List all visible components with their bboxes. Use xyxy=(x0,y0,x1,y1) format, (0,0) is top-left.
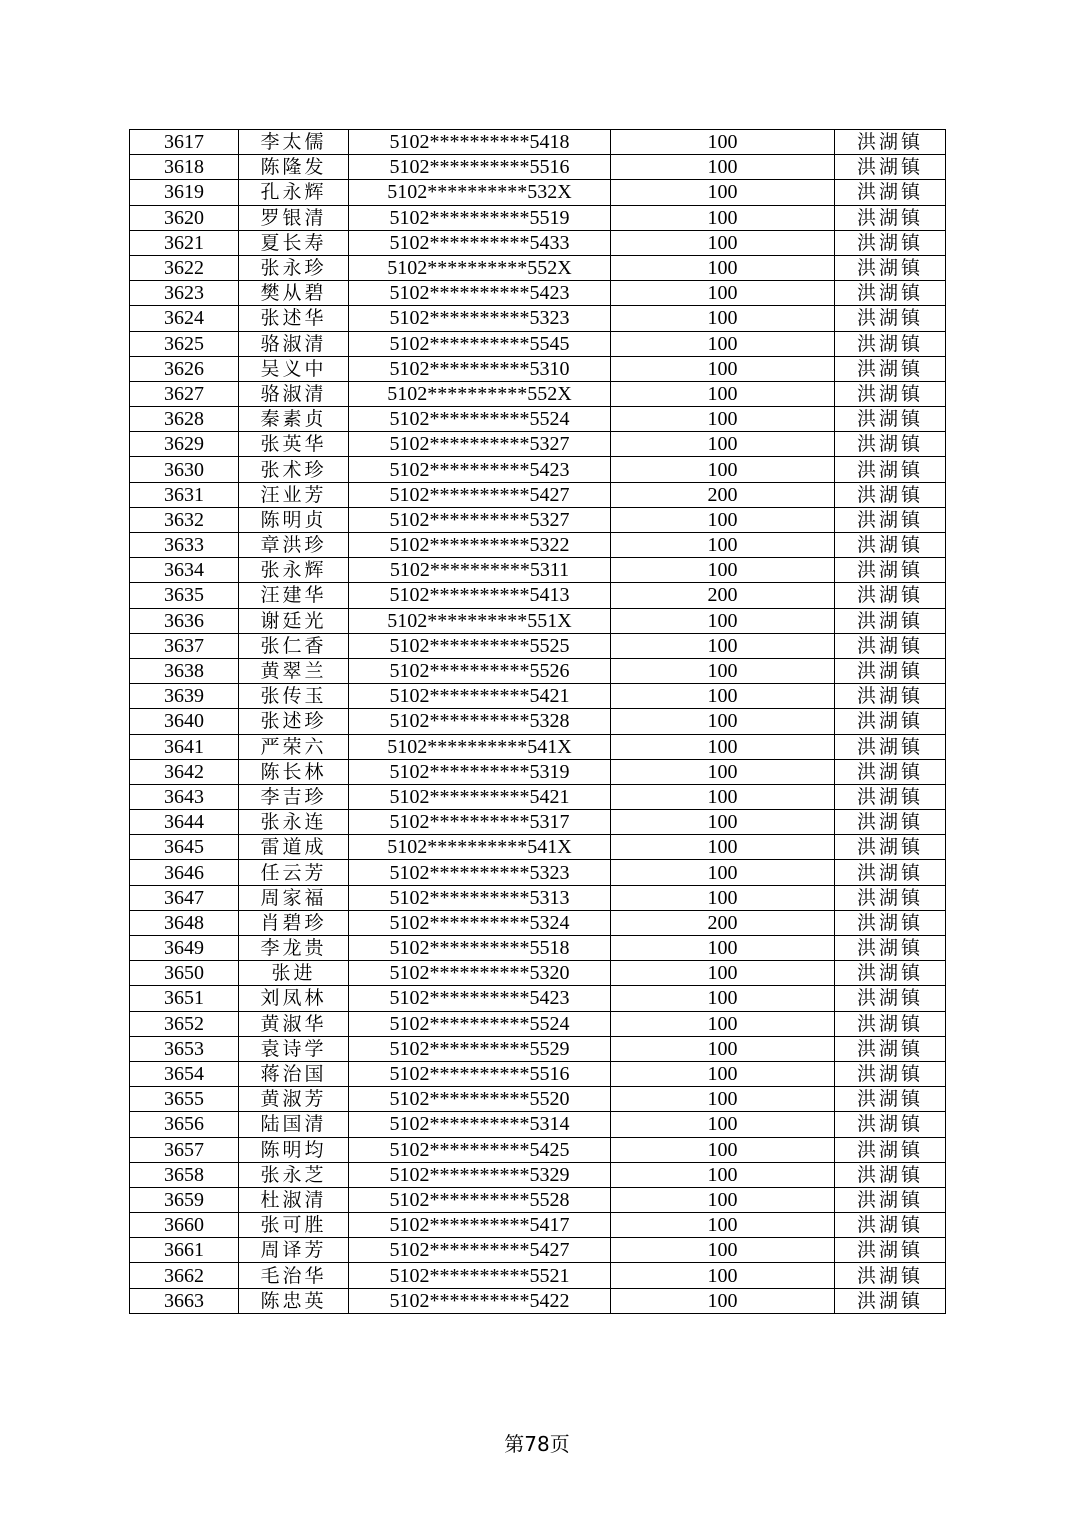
row-number-cell: 3627 xyxy=(130,381,239,406)
table-row xyxy=(130,180,946,205)
row-number-cell: 3624 xyxy=(130,306,239,331)
id-number-cell: 5102**********5519 xyxy=(349,205,611,230)
row-number-cell: 3643 xyxy=(130,784,239,809)
town-cell: 洪湖镇 xyxy=(835,432,946,457)
name-cell: 骆淑清 xyxy=(239,381,349,406)
row-number-cell: 3621 xyxy=(130,230,239,255)
row-number-cell: 3647 xyxy=(130,885,239,910)
id-number-cell: 5102**********5425 xyxy=(349,1137,611,1162)
town-cell: 洪湖镇 xyxy=(835,633,946,658)
table-row xyxy=(130,1162,946,1187)
id-number-cell: 5102**********5427 xyxy=(349,482,611,507)
name-cell: 黄翠兰 xyxy=(239,658,349,683)
row-number-cell: 3638 xyxy=(130,658,239,683)
amount-cell: 100 xyxy=(611,306,835,331)
table-row xyxy=(130,583,946,608)
town-cell: 洪湖镇 xyxy=(835,759,946,784)
name-cell: 刘凤林 xyxy=(239,986,349,1011)
town-cell: 洪湖镇 xyxy=(835,1011,946,1036)
table-row xyxy=(130,457,946,482)
row-number-cell: 3637 xyxy=(130,633,239,658)
name-cell: 李吉珍 xyxy=(239,784,349,809)
amount-cell: 100 xyxy=(611,407,835,432)
id-number-cell: 5102**********541X xyxy=(349,734,611,759)
table-row xyxy=(130,1238,946,1263)
name-cell: 秦素贞 xyxy=(239,407,349,432)
name-cell: 陈忠英 xyxy=(239,1288,349,1313)
id-number-cell: 5102**********5323 xyxy=(349,860,611,885)
table-row xyxy=(130,885,946,910)
table-row xyxy=(130,155,946,180)
name-cell: 任云芳 xyxy=(239,860,349,885)
name-cell: 章洪珍 xyxy=(239,533,349,558)
amount-cell: 200 xyxy=(611,583,835,608)
name-cell: 汪建华 xyxy=(239,583,349,608)
id-number-cell: 5102**********5427 xyxy=(349,1238,611,1263)
table-row xyxy=(130,205,946,230)
id-number-cell: 5102**********5423 xyxy=(349,986,611,1011)
row-number-cell: 3651 xyxy=(130,986,239,1011)
row-number-cell: 3625 xyxy=(130,331,239,356)
id-number-cell: 5102**********5320 xyxy=(349,961,611,986)
name-cell: 夏长寿 xyxy=(239,230,349,255)
row-number-cell: 3652 xyxy=(130,1011,239,1036)
row-number-cell: 3634 xyxy=(130,558,239,583)
town-cell: 洪湖镇 xyxy=(835,1187,946,1212)
row-number-cell: 3657 xyxy=(130,1137,239,1162)
id-number-cell: 5102**********5322 xyxy=(349,533,611,558)
amount-cell: 100 xyxy=(611,1213,835,1238)
id-number-cell: 5102**********5313 xyxy=(349,885,611,910)
name-cell: 毛治华 xyxy=(239,1263,349,1288)
id-number-cell: 5102**********551X xyxy=(349,608,611,633)
id-number-cell: 5102**********5421 xyxy=(349,684,611,709)
town-cell: 洪湖镇 xyxy=(835,1162,946,1187)
row-number-cell: 3656 xyxy=(130,1112,239,1137)
name-cell: 肖碧珍 xyxy=(239,910,349,935)
table-row xyxy=(130,407,946,432)
amount-cell: 100 xyxy=(611,331,835,356)
town-cell: 洪湖镇 xyxy=(835,306,946,331)
table-row xyxy=(130,281,946,306)
row-number-cell: 3648 xyxy=(130,910,239,935)
name-cell: 张永连 xyxy=(239,810,349,835)
id-number-cell: 5102**********5328 xyxy=(349,709,611,734)
id-number-cell: 5102**********5311 xyxy=(349,558,611,583)
name-cell: 黄淑华 xyxy=(239,1011,349,1036)
amount-cell: 100 xyxy=(611,734,835,759)
table-row xyxy=(130,784,946,809)
name-cell: 陆国清 xyxy=(239,1112,349,1137)
name-cell: 雷道成 xyxy=(239,835,349,860)
town-cell: 洪湖镇 xyxy=(835,1288,946,1313)
table-row xyxy=(130,1213,946,1238)
table-row xyxy=(130,533,946,558)
table-row xyxy=(130,910,946,935)
name-cell: 周家福 xyxy=(239,885,349,910)
amount-cell: 100 xyxy=(611,684,835,709)
table-row xyxy=(130,961,946,986)
amount-cell: 200 xyxy=(611,482,835,507)
town-cell: 洪湖镇 xyxy=(835,910,946,935)
town-cell: 洪湖镇 xyxy=(835,558,946,583)
name-cell: 蒋治国 xyxy=(239,1061,349,1086)
amount-cell: 100 xyxy=(611,608,835,633)
row-number-cell: 3646 xyxy=(130,860,239,885)
id-number-cell: 5102**********5310 xyxy=(349,356,611,381)
row-number-cell: 3617 xyxy=(130,130,239,155)
id-number-cell: 5102**********5421 xyxy=(349,784,611,809)
name-cell: 陈明均 xyxy=(239,1137,349,1162)
amount-cell: 100 xyxy=(611,155,835,180)
town-cell: 洪湖镇 xyxy=(835,1087,946,1112)
row-number-cell: 3658 xyxy=(130,1162,239,1187)
row-number-cell: 3628 xyxy=(130,407,239,432)
town-cell: 洪湖镇 xyxy=(835,1112,946,1137)
table-row xyxy=(130,381,946,406)
town-cell: 洪湖镇 xyxy=(835,961,946,986)
id-number-cell: 5102**********5525 xyxy=(349,633,611,658)
row-number-cell: 3661 xyxy=(130,1238,239,1263)
id-number-cell: 5102**********5528 xyxy=(349,1187,611,1212)
town-cell: 洪湖镇 xyxy=(835,180,946,205)
amount-cell: 100 xyxy=(611,381,835,406)
name-cell: 张传玉 xyxy=(239,684,349,709)
amount-cell: 100 xyxy=(611,180,835,205)
name-cell: 骆淑清 xyxy=(239,331,349,356)
id-number-cell: 5102**********5529 xyxy=(349,1036,611,1061)
name-cell: 张可胜 xyxy=(239,1213,349,1238)
id-number-cell: 5102**********5317 xyxy=(349,810,611,835)
table-row xyxy=(130,507,946,532)
row-number-cell: 3644 xyxy=(130,810,239,835)
town-cell: 洪湖镇 xyxy=(835,1213,946,1238)
name-cell: 张进 xyxy=(239,961,349,986)
table-row xyxy=(130,734,946,759)
town-cell: 洪湖镇 xyxy=(835,533,946,558)
table-row xyxy=(130,130,946,155)
town-cell: 洪湖镇 xyxy=(835,1137,946,1162)
id-number-cell: 5102**********5327 xyxy=(349,507,611,532)
id-number-cell: 5102**********5520 xyxy=(349,1087,611,1112)
town-cell: 洪湖镇 xyxy=(835,407,946,432)
town-cell: 洪湖镇 xyxy=(835,860,946,885)
town-cell: 洪湖镇 xyxy=(835,709,946,734)
town-cell: 洪湖镇 xyxy=(835,1061,946,1086)
row-number-cell: 3635 xyxy=(130,583,239,608)
amount-cell: 100 xyxy=(611,986,835,1011)
amount-cell: 100 xyxy=(611,130,835,155)
row-number-cell: 3619 xyxy=(130,180,239,205)
town-cell: 洪湖镇 xyxy=(835,1036,946,1061)
id-number-cell: 5102**********5545 xyxy=(349,331,611,356)
table-row xyxy=(130,658,946,683)
id-number-cell: 5102**********5314 xyxy=(349,1112,611,1137)
name-cell: 严荣六 xyxy=(239,734,349,759)
amount-cell: 100 xyxy=(611,1061,835,1086)
id-number-cell: 5102**********5319 xyxy=(349,759,611,784)
table-row xyxy=(130,608,946,633)
row-number-cell: 3633 xyxy=(130,533,239,558)
table-row xyxy=(130,1137,946,1162)
amount-cell: 100 xyxy=(611,658,835,683)
amount-cell: 100 xyxy=(611,633,835,658)
table-row xyxy=(130,860,946,885)
table-row xyxy=(130,230,946,255)
town-cell: 洪湖镇 xyxy=(835,331,946,356)
town-cell: 洪湖镇 xyxy=(835,608,946,633)
amount-cell: 100 xyxy=(611,558,835,583)
name-cell: 张永芝 xyxy=(239,1162,349,1187)
id-number-cell: 5102**********5521 xyxy=(349,1263,611,1288)
name-cell: 李龙贵 xyxy=(239,936,349,961)
id-number-cell: 5102**********532X xyxy=(349,180,611,205)
name-cell: 张术珍 xyxy=(239,457,349,482)
amount-cell: 100 xyxy=(611,1288,835,1313)
amount-cell: 100 xyxy=(611,1263,835,1288)
amount-cell: 100 xyxy=(611,533,835,558)
name-cell: 谢廷光 xyxy=(239,608,349,633)
amount-cell: 100 xyxy=(611,230,835,255)
roster-table xyxy=(129,129,946,1314)
town-cell: 洪湖镇 xyxy=(835,205,946,230)
row-number-cell: 3642 xyxy=(130,759,239,784)
table-row xyxy=(130,1288,946,1313)
name-cell: 李太儒 xyxy=(239,130,349,155)
town-cell: 洪湖镇 xyxy=(835,457,946,482)
town-cell: 洪湖镇 xyxy=(835,255,946,280)
row-number-cell: 3650 xyxy=(130,961,239,986)
id-number-cell: 5102**********5526 xyxy=(349,658,611,683)
row-number-cell: 3655 xyxy=(130,1087,239,1112)
id-number-cell: 5102**********5329 xyxy=(349,1162,611,1187)
id-number-cell: 5102**********552X xyxy=(349,255,611,280)
table-row xyxy=(130,986,946,1011)
row-number-cell: 3649 xyxy=(130,936,239,961)
name-cell: 张述珍 xyxy=(239,709,349,734)
amount-cell: 100 xyxy=(611,784,835,809)
amount-cell: 100 xyxy=(611,961,835,986)
table-row xyxy=(130,1263,946,1288)
amount-cell: 100 xyxy=(611,1162,835,1187)
row-number-cell: 3653 xyxy=(130,1036,239,1061)
id-number-cell: 5102**********5524 xyxy=(349,1011,611,1036)
table-row xyxy=(130,835,946,860)
row-number-cell: 3639 xyxy=(130,684,239,709)
table-row xyxy=(130,810,946,835)
town-cell: 洪湖镇 xyxy=(835,507,946,532)
table-row xyxy=(130,482,946,507)
row-number-cell: 3622 xyxy=(130,255,239,280)
town-cell: 洪湖镇 xyxy=(835,230,946,255)
table-row xyxy=(130,1061,946,1086)
town-cell: 洪湖镇 xyxy=(835,734,946,759)
row-number-cell: 3659 xyxy=(130,1187,239,1212)
name-cell: 汪业芳 xyxy=(239,482,349,507)
town-cell: 洪湖镇 xyxy=(835,885,946,910)
table-row xyxy=(130,1112,946,1137)
town-cell: 洪湖镇 xyxy=(835,155,946,180)
row-number-cell: 3632 xyxy=(130,507,239,532)
row-number-cell: 3618 xyxy=(130,155,239,180)
amount-cell: 100 xyxy=(611,507,835,532)
town-cell: 洪湖镇 xyxy=(835,583,946,608)
town-cell: 洪湖镇 xyxy=(835,1263,946,1288)
town-cell: 洪湖镇 xyxy=(835,130,946,155)
amount-cell: 100 xyxy=(611,1087,835,1112)
table-row xyxy=(130,1187,946,1212)
table-row xyxy=(130,558,946,583)
row-number-cell: 3623 xyxy=(130,281,239,306)
amount-cell: 100 xyxy=(611,1112,835,1137)
amount-cell: 100 xyxy=(611,1137,835,1162)
amount-cell: 100 xyxy=(611,1011,835,1036)
id-number-cell: 5102**********5417 xyxy=(349,1213,611,1238)
town-cell: 洪湖镇 xyxy=(835,684,946,709)
name-cell: 张永辉 xyxy=(239,558,349,583)
name-cell: 张永珍 xyxy=(239,255,349,280)
row-number-cell: 3663 xyxy=(130,1288,239,1313)
id-number-cell: 5102**********5423 xyxy=(349,281,611,306)
amount-cell: 100 xyxy=(611,759,835,784)
id-number-cell: 5102**********5423 xyxy=(349,457,611,482)
amount-cell: 100 xyxy=(611,457,835,482)
id-number-cell: 5102**********5413 xyxy=(349,583,611,608)
town-cell: 洪湖镇 xyxy=(835,381,946,406)
row-number-cell: 3640 xyxy=(130,709,239,734)
town-cell: 洪湖镇 xyxy=(835,281,946,306)
town-cell: 洪湖镇 xyxy=(835,482,946,507)
name-cell: 杜淑清 xyxy=(239,1187,349,1212)
id-number-cell: 5102**********5524 xyxy=(349,407,611,432)
amount-cell: 100 xyxy=(611,356,835,381)
table-row xyxy=(130,759,946,784)
id-number-cell: 5102**********5516 xyxy=(349,155,611,180)
name-cell: 樊从碧 xyxy=(239,281,349,306)
table-row xyxy=(130,356,946,381)
name-cell: 陈明贞 xyxy=(239,507,349,532)
town-cell: 洪湖镇 xyxy=(835,986,946,1011)
id-number-cell: 5102**********5323 xyxy=(349,306,611,331)
id-number-cell: 5102**********5433 xyxy=(349,230,611,255)
id-number-cell: 5102**********5324 xyxy=(349,910,611,935)
town-cell: 洪湖镇 xyxy=(835,658,946,683)
table-row xyxy=(130,432,946,457)
table-row xyxy=(130,331,946,356)
name-cell: 袁诗学 xyxy=(239,1036,349,1061)
town-cell: 洪湖镇 xyxy=(835,356,946,381)
amount-cell: 100 xyxy=(611,1187,835,1212)
id-number-cell: 5102**********541X xyxy=(349,835,611,860)
amount-cell: 100 xyxy=(611,281,835,306)
name-cell: 张述华 xyxy=(239,306,349,331)
table-row xyxy=(130,1036,946,1061)
amount-cell: 100 xyxy=(611,835,835,860)
name-cell: 张英华 xyxy=(239,432,349,457)
row-number-cell: 3630 xyxy=(130,457,239,482)
row-number-cell: 3629 xyxy=(130,432,239,457)
row-number-cell: 3660 xyxy=(130,1213,239,1238)
amount-cell: 100 xyxy=(611,205,835,230)
table-row xyxy=(130,709,946,734)
id-number-cell: 5102**********5327 xyxy=(349,432,611,457)
page-number: 第78页 xyxy=(504,1432,570,1456)
table-row xyxy=(130,936,946,961)
amount-cell: 100 xyxy=(611,860,835,885)
name-cell: 陈隆发 xyxy=(239,155,349,180)
name-cell: 罗银清 xyxy=(239,205,349,230)
town-cell: 洪湖镇 xyxy=(835,936,946,961)
id-number-cell: 5102**********5516 xyxy=(349,1061,611,1086)
row-number-cell: 3654 xyxy=(130,1061,239,1086)
row-number-cell: 3645 xyxy=(130,835,239,860)
name-cell: 周译芳 xyxy=(239,1238,349,1263)
amount-cell: 100 xyxy=(611,936,835,961)
amount-cell: 100 xyxy=(611,709,835,734)
row-number-cell: 3641 xyxy=(130,734,239,759)
row-number-cell: 3626 xyxy=(130,356,239,381)
amount-cell: 200 xyxy=(611,910,835,935)
town-cell: 洪湖镇 xyxy=(835,784,946,809)
table-row xyxy=(130,1011,946,1036)
name-cell: 吴义中 xyxy=(239,356,349,381)
id-number-cell: 5102**********5422 xyxy=(349,1288,611,1313)
roster-table-body xyxy=(130,130,946,1314)
row-number-cell: 3631 xyxy=(130,482,239,507)
name-cell: 孔永辉 xyxy=(239,180,349,205)
table-row xyxy=(130,255,946,280)
table-row xyxy=(130,684,946,709)
id-number-cell: 5102**********5518 xyxy=(349,936,611,961)
id-number-cell: 5102**********5418 xyxy=(349,130,611,155)
town-cell: 洪湖镇 xyxy=(835,835,946,860)
id-number-cell: 5102**********552X xyxy=(349,381,611,406)
table-row xyxy=(130,306,946,331)
amount-cell: 100 xyxy=(611,1238,835,1263)
row-number-cell: 3662 xyxy=(130,1263,239,1288)
table-row xyxy=(130,633,946,658)
amount-cell: 100 xyxy=(611,432,835,457)
table-row xyxy=(130,1087,946,1112)
name-cell: 黄淑芳 xyxy=(239,1087,349,1112)
row-number-cell: 3620 xyxy=(130,205,239,230)
row-number-cell: 3636 xyxy=(130,608,239,633)
town-cell: 洪湖镇 xyxy=(835,1238,946,1263)
amount-cell: 100 xyxy=(611,1036,835,1061)
amount-cell: 100 xyxy=(611,810,835,835)
name-cell: 陈长林 xyxy=(239,759,349,784)
name-cell: 张仁香 xyxy=(239,633,349,658)
amount-cell: 100 xyxy=(611,885,835,910)
town-cell: 洪湖镇 xyxy=(835,810,946,835)
amount-cell: 100 xyxy=(611,255,835,280)
